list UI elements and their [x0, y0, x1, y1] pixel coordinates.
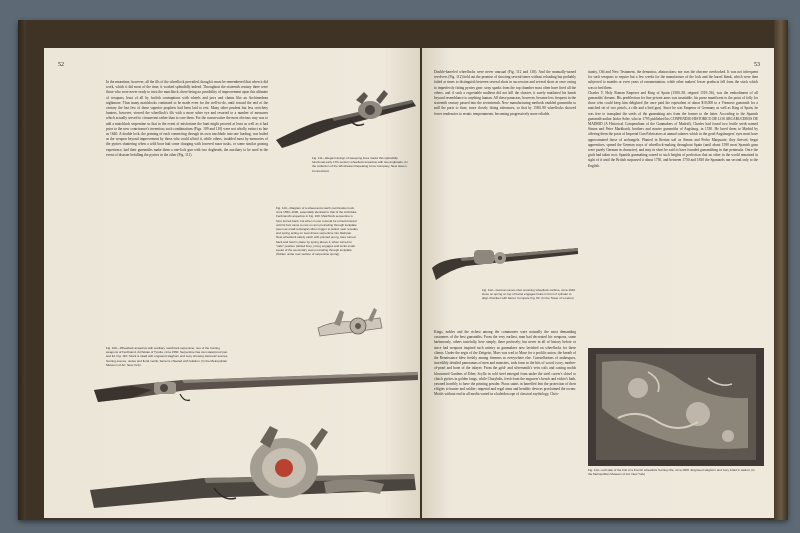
right-col1-bottom-text: Kings, nobles and the richest among the commoners were naturally the most demanding customers of the best gunsmiths. From the very earliest, man had decorated his weapons, some barbarously, others tastefully, here simply, there profusely; but never in all of history before or since had weapons inspired such artistry as gunmakers now lavished on wheellocks for these clients. Under the aegis of the Zeitgeist, Mars was wed to Muse for a prolific union, the breath of the Renaissance blew freshly among firearms as everywhere else. Constellations of arabesques, incredibly detailed panoramas of men and monsters, took form in the bits of wood, ivory, mother-of-pearl and bone of the inlayer. From the gold- and silversmith's vein coils and casting molds blossomed Gardens of Eden; Scylla in cold steel emerged from under the steel carver's chisel to clutch pyrites in golden fangs, while Charybdis, fresh from the engraver's bench and etcher's bath, yawned horribly to have the priming powder. Pious saints in barrelled lent the protection of their effigies to hunter and soldier; imperial and regal arms and heraldic devices proclaimed the owner. Motifs without end in all media varied in a kaleidoscope of classical mythology, Chris- [434, 330, 576, 397]
fig-109-arquebus [92, 356, 420, 408]
left-body-text: In the meantime, however, all the ills of the wheellock prevailed, though it must be remembered that when it did work, which it did most of the time, it worked splendidly indeed. Throughout the sixteenth century there were those who were never ready to trust the matchlock, there being no possibility of improvement upon this ultimate of weapons, least of all by foolish contraptions with wheels and jaws and chains like an Archimedean nightmare. Thus many matchlocks continued to be made even for the well-to-do, until toward the end of the century the last few of these superior prophets had been laid to rest. Many other prudent but less crotchety hunters, however, viewed the wheellock's ills with a more sober eye and resorted to a number of measures which actually served to circumvent rather than to cure them. For the conservative the most obvious way was to add a matchlock serpentine so that in the event of misfortune the hunt might proceed at least as well as it had prior to the new contrivance's invention; such combinations (Figs. 109 and 110) were not wholly extinct as late as 1640. A double lock, the priming of each connecting through its own touchhole into one loading, was hailed as the weapon beyond improvement by those who could afford it, while others, troubled most by memories of the pyrites shattering when a wild boar had come charging with lowered razor tusks, or some similar grazing experience, had their gunsmiths make them a one-lock gun with two dogheads, the auxiliary to be used in the event of disaster befalling the pyrites in the other (Fig. 111). [106, 80, 268, 157]
fig-109-lock-closeup [84, 418, 420, 518]
right-page-number: 53 [754, 62, 760, 68]
book-cover-left-edge [18, 20, 26, 520]
fig-112-revolving-carbine [430, 230, 580, 288]
right-col2-text: tianity, Old and New Testament, the demoniac, abstractions; nor was the obscene overlooked. It was not infrequent for such weapons to require but a few weeks for the manufacture of the lock and the barrel blank, which were then subjected to months or even years of ornamentation, while other makers' lesser products fell from the stock which was to bed them. Charles V, Holy Roman Emperor and King of Spain (1500–58, reigned 1519–56), was the embodiment of all gunsmiths' dreams. His predilection for fine private arms was insatiable, his purse munificent to the point of folly for those who could keep him delighted (he once paid the equivalent of about $10,000 to a Viennese gunsmith for a matched set of two pistols, a rifle and a bird gun). Since he was Emperor of Germany as well as King of Spain, he was free to transplant the seeds of the gunmaking arts from the former to the latter. According to the Spanish gunsmith-author Isidor Soler, who in 1795 published his CONPENDIO HISTORICO DE LOS ARCABUCEROS DE MADRID (A Historical Compendium of the Gunmakers of Madrid), Charles had found two fertile seeds named Simon and Peter Markhardt, brothers and master gunsmiths of Augsburg, in 1530. He lured them to Madrid by offering them the posts of Imperial Gun Fabricators at annual salaries which in the good Augsburgers' eyes must have approximated those of archangels. Planted in Iberian soil as Simon and Pedro Marquarte, they thrived, begat apprentices, spread the German ways of wheellock-making throughout Spain (until about 1590 most Spanish guns were purely German in character), and may in short be said to have founded gunsmithing in that peninsula. Once the graft had taken root, Spanish gunmaking soared to such heights of perfection that no other in the world remained in sight of it until the British surpassed it about 1750, and between 1750 and 1830 the Spaniards ran second only to the English. [588, 70, 758, 168]
left-page [44, 48, 420, 518]
fig-113-caption: Fig. 113—Left side of the butt of a French wheellock hunting rifle, circa 1600. Engraved staghorn and ivory inlaid in walnut. (In the Metropolitan Museum of Art, New York) [588, 468, 755, 477]
fig-110-lock-diagram [314, 298, 386, 348]
right-page [422, 48, 774, 518]
left-page-number: 52 [58, 62, 64, 68]
open-book [18, 20, 788, 520]
fig-112-caption: Fig. 112—German seven-shot revolving wheellock carbine, circa 1620. Hose on spring on top of barrel engages holes in front of cylinder to align chamber with barrel. Compare Fig. 82. (In the Tower of London) [482, 288, 576, 301]
fig-110-caption: Fig. 110—Diagram of a wheel-and-match combination lock, circa 1550–1600, essentially identical to that of the Archduke Ferdinand's arquebus in Fig. 109. Matchlock serpentine is here turned back, but when in use it would be turned forward until its foot came to rest on arm protruding through lockplate (seen as small rectangle) when trigger is pulled, sear recedes and spring acting on sear drives serpentine into flashpan. Note wheellock safety catch with pointed prong, here turned back and held in place by spring above it; when turned to "safe" position (dotted line), prong engages and locks small eyelet of the secondary sear protruding through lockplate (hidden under rear section of serpentine spring). [276, 206, 358, 257]
fig-109-caption: Fig. 109—Wheellock arquebus with auxiliary matchlock serpentine, one of the hunting weapons of Ferdinand, Archduke of Tyrolia, circa 1560. Serpentine has own waterproof pan and lid. Fig. 110: Stock is inlaid with engraved staghorn and ivory showing Hermetic scenes, hunting scenes, nudes and floral motifs; barrel is chiseled with foliation. (In the Metropolitan Museum of Art, New York) [106, 346, 229, 367]
book-cover-right-edge [774, 20, 788, 520]
fig-111-wheellock-arquebus [272, 70, 420, 150]
fig-113-rifle-butt [588, 348, 764, 466]
fig-111-caption: Fig. 111—Elegant design of sweeping lines marks this splendidly functional early 17th-century wheellock arquebus with two dogheads. (In the collection of the Winchester Repeating Arms Company, New Haven, Connecticut) [312, 156, 408, 173]
right-col1-top-text: Double-barreled wheellocks were never unusual (Fig. 112 and 130). And the manually-turned revolvers (Fig. 112) held out the promise of shooting several times without reloading but probably failed at times to distinguish between several shots in succession and several shots at once owing to imperfectly fitting pyrites gear: stray sparks from the top chamber most often have fired all the others, and if such a regrettable malheur did not kill the shooter, it surely mutilated his hands beyond resemblance to anything human. All these panaceas, however, became less frequent in the sixteenth century passed into the seventeenth. New manufacturing methods enabled gunsmiths to mill the parts to finer, more closely fitting tolerances, so that by 1580–90 wheellocks showed fewer tendencies to erratic temperaments, becoming progressively more reliable. [434, 70, 576, 116]
